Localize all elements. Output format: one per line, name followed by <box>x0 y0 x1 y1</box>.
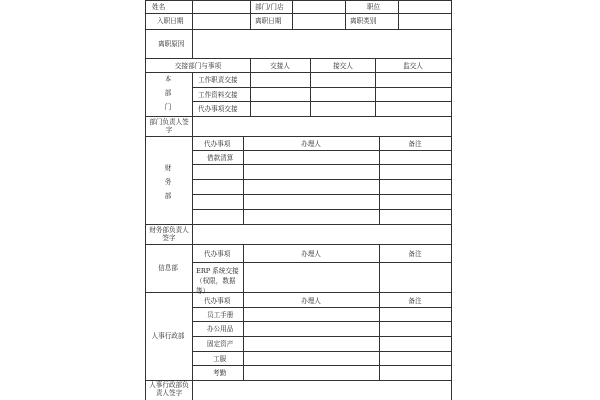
own-dept-label-char: 门 <box>164 103 172 111</box>
handover-to-header: 接交人 <box>333 62 353 70</box>
it-dept-label: 信息部 <box>158 264 178 272</box>
hr-item: 办公用品 <box>207 325 234 333</box>
it-handler-header: 办理人 <box>301 250 321 258</box>
hr-item: 员工手册 <box>207 311 234 319</box>
leave-date-field[interactable] <box>293 14 345 29</box>
supervisor-header: 监交人 <box>403 62 423 70</box>
handover-from-field[interactable] <box>251 73 310 87</box>
position-label: 职位 <box>367 3 381 11</box>
hr-item-header: 代办事项 <box>204 297 231 305</box>
hire-date-label: 入职日期 <box>157 17 184 25</box>
name-field[interactable] <box>193 1 250 13</box>
leave-date-label: 离职日期 <box>255 17 282 25</box>
hr-note-header: 备注 <box>408 297 422 305</box>
dept-head-sign-label: 部门负责人签字 <box>149 118 189 134</box>
hr-handler-header: 办理人 <box>301 297 321 305</box>
finance-head-signature-field[interactable] <box>193 225 451 244</box>
hr-item: 工服 <box>213 355 227 363</box>
hr-item: 固定资产 <box>207 340 234 348</box>
dept-head-signature-field[interactable] <box>193 117 451 136</box>
it-note-field[interactable] <box>380 263 451 292</box>
handover-item: 代办事项交接 <box>198 105 238 113</box>
handover-to-field[interactable] <box>311 73 375 87</box>
leave-reason-label: 离职原因 <box>158 40 185 48</box>
it-item-header: 代办事项 <box>204 250 231 258</box>
finance-label-char: 部 <box>164 192 172 200</box>
own-dept-label-char: 部 <box>164 89 172 97</box>
it-item: ERP 系统交接（权限，数据等） <box>196 267 239 295</box>
form-grid-lines <box>145 0 452 400</box>
hr-head-signature-field[interactable] <box>193 381 451 400</box>
hr-head-sign-label: 人事行政部负责人签字 <box>149 381 189 397</box>
finance-handler-header: 办理人 <box>301 140 321 148</box>
finance-handler-field[interactable] <box>244 151 379 164</box>
handover-item: 工作资料交接 <box>198 91 238 99</box>
leave-type-field[interactable] <box>399 14 451 29</box>
finance-head-sign-label: 财务部负责人签字 <box>149 226 189 242</box>
finance-item: 借款清算 <box>207 154 234 162</box>
handover-from-header: 交接人 <box>270 62 290 70</box>
handover-items-header: 交接部门与事项 <box>174 62 222 70</box>
supervisor-field[interactable] <box>376 73 451 87</box>
hr-item: 考勤 <box>213 369 227 377</box>
finance-label-char: 务 <box>164 178 172 186</box>
leave-reason-field[interactable] <box>193 30 451 58</box>
it-handler-field[interactable] <box>244 263 379 292</box>
handover-item: 工作职责交接 <box>198 76 238 84</box>
it-note-header: 备注 <box>408 250 422 258</box>
hire-date-field[interactable] <box>193 14 250 29</box>
own-dept-label-char: 本 <box>164 75 172 83</box>
resignation-handover-form <box>145 0 452 400</box>
leave-type-label: 离职类别 <box>350 17 377 25</box>
finance-note-field[interactable] <box>380 151 451 164</box>
finance-item-header: 代办事项 <box>204 140 231 148</box>
finance-label-char: 财 <box>164 164 172 172</box>
department-field[interactable] <box>293 1 345 13</box>
position-field[interactable] <box>399 1 451 13</box>
hr-dept-label: 人事行政部 <box>151 332 185 340</box>
department-label: 部门/门店 <box>255 3 284 11</box>
finance-note-header: 备注 <box>408 140 422 148</box>
name-label: 姓名 <box>152 3 166 11</box>
